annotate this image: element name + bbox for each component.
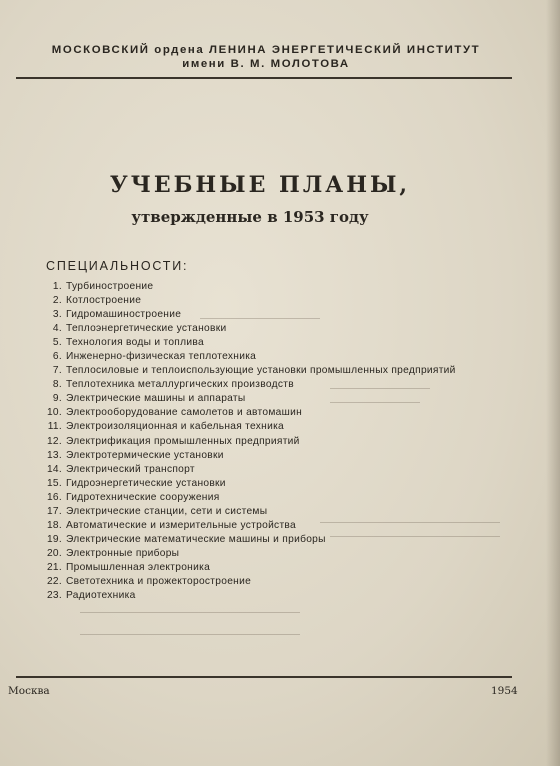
specialties-list xyxy=(0,280,520,603)
list-item xyxy=(0,533,520,547)
specialty-number: 10. xyxy=(46,407,62,419)
specialty-name: Светотехника и прожекторостроение xyxy=(66,575,252,587)
specialty-number: 9. xyxy=(52,393,62,405)
list-item xyxy=(0,406,520,420)
institute-header xyxy=(18,44,514,70)
list-item xyxy=(0,336,520,350)
specialty-name: Электрические машины и аппараты xyxy=(66,393,246,405)
specialty-number: 23. xyxy=(46,590,62,602)
specialty-name: Гидроэнергетические установки xyxy=(66,477,226,489)
specialty-number: 13. xyxy=(46,449,62,461)
institute-dedication: имени В. М. МОЛОТОВА xyxy=(182,58,350,70)
list-item xyxy=(0,449,520,463)
specialty-name: Электрификация промышленных предприятий xyxy=(66,435,300,447)
specialty-number: 1. xyxy=(52,281,62,292)
footer-year: 1954 xyxy=(491,685,518,697)
list-item xyxy=(0,420,520,434)
list-item xyxy=(0,561,520,575)
specialty-name: Инженерно-физическая теплотехника xyxy=(66,351,257,363)
list-item xyxy=(0,392,520,406)
specialty-number: 14. xyxy=(46,463,62,475)
list-item xyxy=(0,364,520,378)
list-item xyxy=(0,308,520,322)
specialty-number: 21. xyxy=(46,561,62,573)
list-item xyxy=(0,435,520,449)
pencil-mark xyxy=(80,634,300,635)
specialty-name: Радиотехника xyxy=(66,590,136,602)
list-item xyxy=(0,491,520,505)
specialty-name: Электрический транспорт xyxy=(66,463,195,475)
specialty-number: 20. xyxy=(46,547,62,559)
specialty-number: 8. xyxy=(52,379,62,391)
specialty-number: 5. xyxy=(52,337,62,349)
specialty-name: Теплотехника металлургических производств xyxy=(66,379,294,391)
list-item xyxy=(0,322,520,336)
specialty-number: 12. xyxy=(46,435,62,447)
list-item xyxy=(0,547,520,561)
specialty-name: Электронные приборы xyxy=(66,547,180,559)
specialty-name: Электрические станции, сети и системы xyxy=(66,505,268,517)
specialty-number: 2. xyxy=(52,295,62,307)
document-title: УЧЕБНЫЕ ПЛАНЫ, xyxy=(109,172,411,198)
list-item xyxy=(0,519,520,533)
specialty-number: 16. xyxy=(46,491,62,503)
specialty-name: Электрооборудование самолетов и автомашин xyxy=(66,407,303,419)
page-edge-shadow xyxy=(546,0,560,766)
specialty-number: 19. xyxy=(46,533,62,545)
specialty-number: 6. xyxy=(52,351,62,363)
specialty-number: 7. xyxy=(52,365,62,377)
list-item xyxy=(0,589,520,603)
specialty-name: Электротермические установки xyxy=(66,449,224,461)
specialties-heading: СПЕЦИАЛЬНОСТИ: xyxy=(46,259,189,273)
specialty-name: Электроизоляционная и кабельная техника xyxy=(66,421,285,433)
specialty-name: Турбиностроение xyxy=(66,281,154,292)
institute-name: МОСКОВСКИЙ ордена ЛЕНИНА ЭНЕРГЕТИЧЕСКИЙ ИНСТИТУТ xyxy=(51,44,481,56)
specialty-name: Теплоэнергетические установки xyxy=(66,323,227,335)
specialty-number: 22. xyxy=(46,575,62,587)
specialty-name: Гидротехнические сооружения xyxy=(66,491,220,503)
footer-rule xyxy=(16,676,512,678)
pencil-mark xyxy=(80,612,300,613)
footer-city: Москва xyxy=(8,685,50,697)
header-rule xyxy=(16,77,512,79)
specialty-number: 4. xyxy=(52,323,62,335)
list-item xyxy=(0,378,520,392)
list-item xyxy=(0,505,520,519)
list-item xyxy=(0,463,520,477)
specialty-number: 3. xyxy=(52,309,62,321)
specialty-name: Теплосиловые и теплоиспользующие установки промышленных предприятий xyxy=(66,365,456,377)
list-item xyxy=(0,575,520,589)
specialty-number: 15. xyxy=(46,477,62,489)
list-item xyxy=(0,294,520,308)
specialty-number: 17. xyxy=(46,505,62,517)
document-subtitle: утвержденные в 1953 году xyxy=(131,208,369,226)
specialty-name: Котлостроение xyxy=(66,295,142,307)
specialty-number: 18. xyxy=(46,519,62,531)
specialty-name: Гидромашиностроение xyxy=(66,309,182,321)
specialty-name: Электрические математические машины и приборы xyxy=(66,533,326,545)
specialty-name: Промышленная электроника xyxy=(66,561,211,573)
specialty-name: Технология воды и топлива xyxy=(66,337,204,349)
list-item xyxy=(0,477,520,491)
list-item xyxy=(0,350,520,364)
list-item xyxy=(0,280,520,294)
specialty-number: 11. xyxy=(47,421,62,433)
specialty-name: Автоматические и измерительные устройства xyxy=(66,519,296,531)
